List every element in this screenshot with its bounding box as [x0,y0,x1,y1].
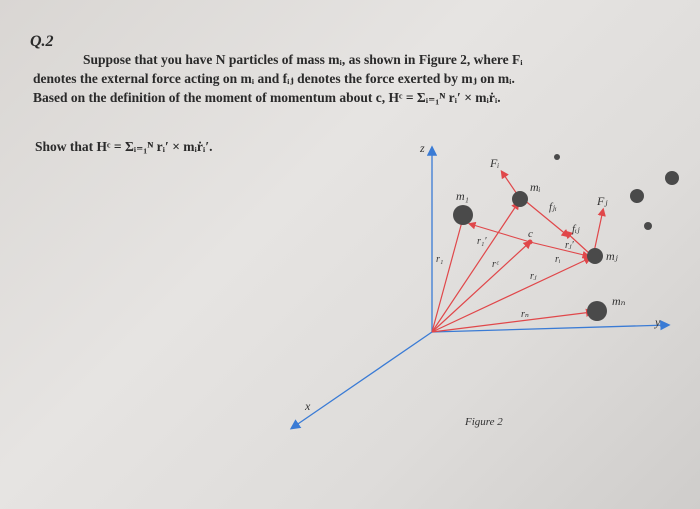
label-c: c [528,228,533,240]
label-rc: rᶜ [492,259,499,270]
label-fji: fⱼᵢ [549,201,557,213]
question-line-3: Based on the definition of the moment of momentum about c, Hᶜ = Σᵢ₌₁ᴺ rᵢ′ × mᵢṙᵢ. [33,90,501,105]
z-axis-label: z [420,141,425,155]
y-axis-label: y [655,315,661,329]
vector-r1 [432,218,463,332]
show-that-statement: Show that Hᶜ = Σᵢ₌₁ᴺ rᵢ′ × mᵢṙᵢ′. [35,139,213,154]
label-mj: mⱼ [606,249,618,263]
label-Fj: Fⱼ [597,194,608,208]
label-rj: rⱼ [530,271,537,282]
particle-other [554,154,560,160]
x-axis [292,332,432,428]
vector-rc [432,242,530,332]
label-r1-prime: r₁′ [477,236,487,247]
question-line-2: denotes the external force acting on mᵢ and fᵢⱼ denotes the force exerted by mⱼ on mᵢ. [33,71,515,86]
particle-other [630,189,644,203]
vector-rj [432,258,590,332]
label-m1: m₁ [456,189,469,203]
label-mN: mₙ [612,294,626,308]
label-fij: fᵢⱼ [572,223,580,235]
label-mi: mᵢ [530,180,541,194]
figure-caption: Figure 2 [465,416,503,428]
particle-c [528,240,533,245]
question-line-1: Suppose that you have N particles of mass mᵢ, as shown in Figure 2, where Fᵢ [83,52,523,67]
force-Fj [594,210,603,252]
particle-mN [587,301,607,321]
particle-mi [512,191,528,207]
vector-ri [432,203,518,332]
particle-m1 [453,205,473,225]
question-number: Q.2 [30,33,54,50]
particle-other [665,171,679,185]
label-rN: rₙ [521,309,529,320]
y-axis [432,325,668,332]
particle-other [644,222,652,230]
x-axis-label: x [305,399,311,413]
label-rj-prime: rⱼ′ [565,240,574,251]
label-r1: r₁ [436,254,444,265]
label-Fi: Fᵢ [490,156,500,170]
particle-mj [587,248,603,264]
label-ri: rᵢ [555,254,561,265]
